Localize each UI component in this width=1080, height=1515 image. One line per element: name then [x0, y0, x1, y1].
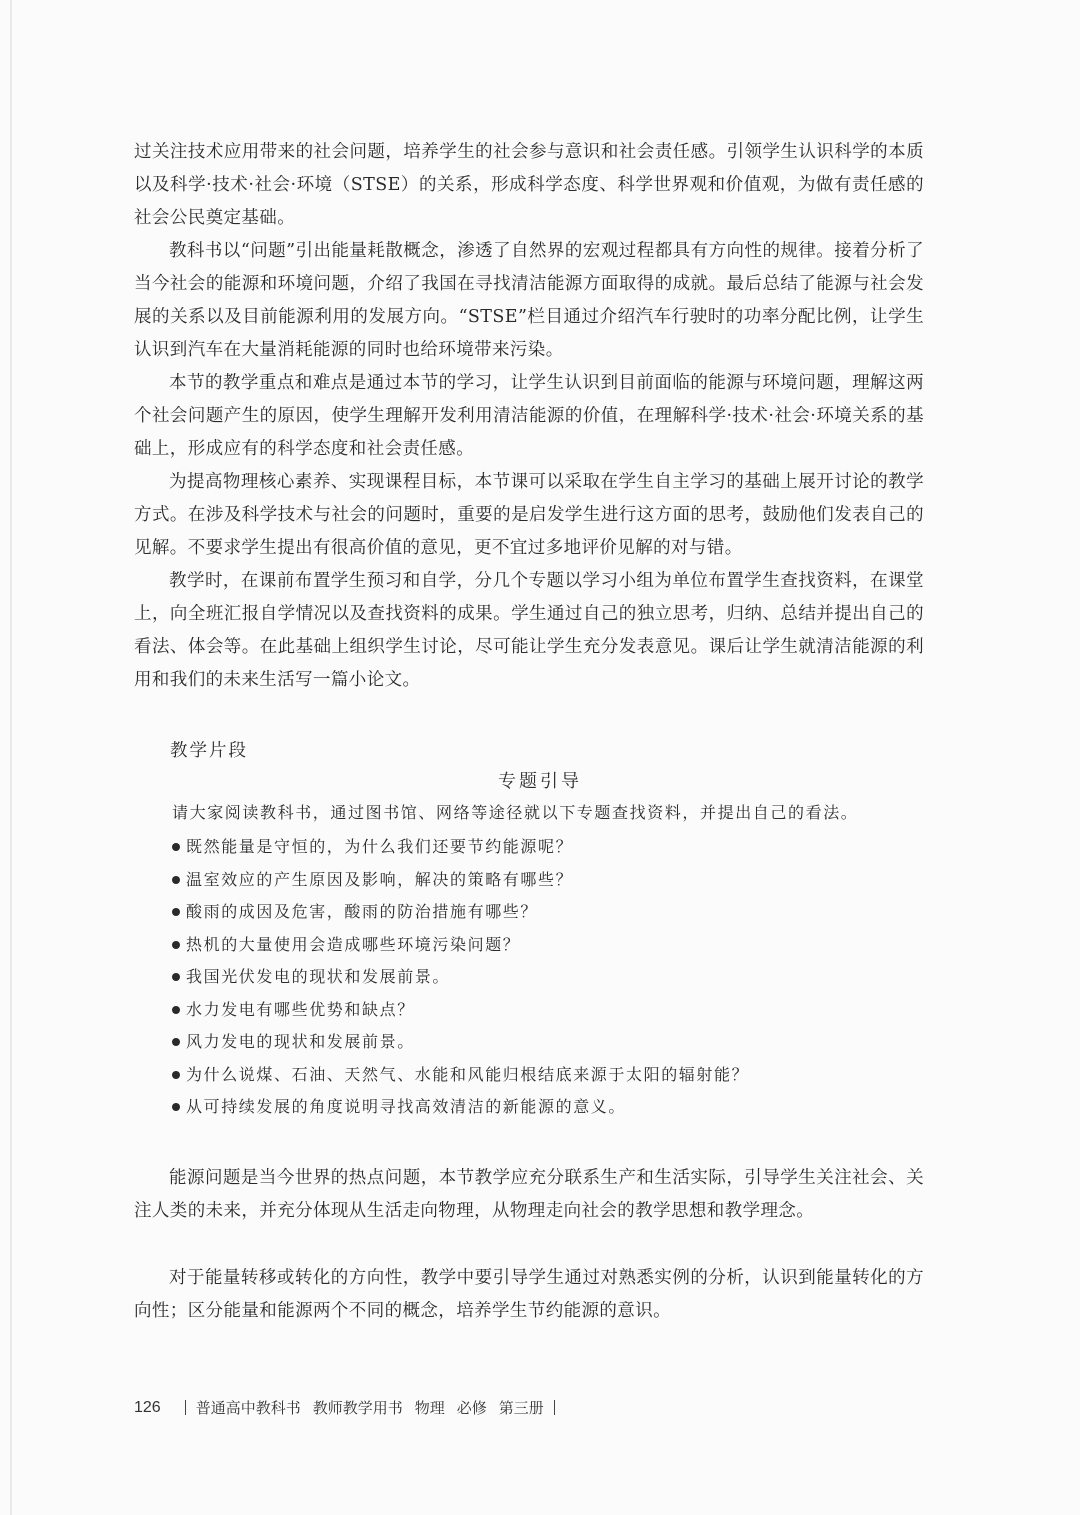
list-item: [172, 896, 749, 929]
list-item: [172, 929, 749, 962]
bullet-icon: [172, 973, 180, 981]
bullet-icon: [172, 941, 180, 949]
bullet-icon: [172, 908, 180, 916]
bullet-icon: [172, 1071, 180, 1079]
footer-divider: [554, 1400, 555, 1415]
bullet-icon: [172, 843, 180, 851]
page-footer: [134, 1397, 565, 1418]
bullet-icon: [172, 1038, 180, 1046]
list-item: [172, 994, 749, 1027]
list-item-text: 从可持续发展的角度说明寻找高效清洁的新能源的意义。: [186, 1097, 627, 1116]
list-item: [172, 961, 749, 994]
list-item-text: 水力发电有哪些优势和缺点？: [186, 999, 415, 1019]
list-item-text: 既然能量是守恒的，为什么我们还要节约能源呢？: [186, 837, 574, 856]
list-item-text: 温室效应的产生原因及影响，解决的策略有哪些？: [186, 869, 574, 889]
paragraph-stse-goal: 过关注技术应用带来的社会问题，培养学生的社会参与意识和社会责任感。引领学生认识科学的本质以及科学·技术·社会·环境（STSE）的关系，形成科学态度、科学世界观和价值观，为做有责任感的社会公民奠定基础。: [134, 142, 924, 228]
list-item-text: 为什么说煤、石油、天然气、水能和风能归根结底来源于太阳的辐射能？: [186, 1064, 750, 1084]
list-item: [172, 864, 749, 897]
footer-book: 教师教学用书: [312, 1400, 403, 1417]
list-item: [172, 1091, 749, 1124]
fragment-title: 专题引导: [498, 771, 582, 792]
list-item: [172, 1059, 749, 1092]
teaching-fragment-label: 教学片段: [170, 741, 248, 761]
paragraph-teaching-approach: 为提高物理核心素养、实现课程目标，本节课可以采取在学生自主学习的基础上展开讨论的教学方式。在涉及科学技术与社会的问题时，重要的是启发学生进行这方面的思考，鼓励他们发表自己的见解。不要求学生提出有很高价值的意见，更不宜过多地评价见解的对与错。: [134, 472, 924, 558]
paragraph-teaching-process: 教学时，在课前布置学生预习和自学，分几个专题以学习小组为单位布置学生查找资料，在课堂上，向全班汇报自学情况以及查找资料的成果。学生通过自己的独立思考，归纳、总结并提出自己的看法、体会等。在此基础上组织学生讨论，尽可能让学生充分发表意见。课后让学生就清洁能源的利用和我们的未来生活写一篇小论文。: [134, 571, 924, 690]
list-item-text: 酸雨的成因及危害，酸雨的防治措施有哪些？: [186, 902, 539, 921]
topic-list: [172, 831, 749, 1124]
bullet-icon: [172, 1006, 180, 1014]
list-item: [172, 831, 749, 864]
bullet-icon: [172, 1103, 180, 1111]
paragraph-energy-hotspot: 能源问题是当今世界的热点问题，本节教学应充分联系生产和生活实际，引导学生关注社会、关注人类的未来，并充分体现从生活走向物理，从物理走向社会的教学思想和教学理念。: [134, 1168, 924, 1221]
footer-series: 普通高中教科书: [195, 1400, 301, 1417]
paragraph-textbook-overview: 教科书以“问题”引出能量耗散概念，渗透了自然界的宏观过程都具有方向性的规律。接着分析了当今社会的能源和环境问题，介绍了我国在寻找清洁能源方面取得的成就。最后总结了能源与社会发展的关系以及目前能源利用的发展方向。“STSE”栏目通过介绍汽车行驶时的功率分配比例，让学生认识到汽车在大量消耗能源的同时也给环境带来污染。: [134, 241, 924, 360]
paragraph-energy-direction: 对于能量转移或转化的方向性，教学中要引导学生通过对熟悉实例的分析，认识到能量转化的方向性；区分能量和能源两个不同的概念，培养学生节约能源的意识。: [134, 1268, 924, 1321]
page-number: 126: [134, 1398, 161, 1416]
fragment-intro: 请大家阅读教科书，通过图书馆、网络等途径就以下专题查找资料，并提出自己的看法。: [172, 803, 859, 822]
list-item-text: 热机的大量使用会造成哪些环境污染问题？: [186, 934, 521, 954]
footer-divider: [185, 1400, 186, 1415]
bullet-icon: [172, 876, 180, 884]
page-edge-shadow: [10, 0, 12, 1515]
paragraph-key-difficulties: 本节的教学重点和难点是通过本节的学习，让学生认识到目前面临的能源与环境问题，理解这两个社会问题产生的原因，使学生理解开发利用清洁能源的价值，在理解科学·技术·社会·环境关系的基础上，形成应有的科学态度和社会责任感。: [134, 373, 924, 459]
list-item: [172, 1026, 749, 1059]
footer-subject: 物理: [414, 1400, 445, 1417]
list-item-text: 风力发电的现状和发展前景。: [186, 1032, 415, 1051]
footer-module: 必修: [456, 1400, 487, 1417]
footer-volume: 第三册: [498, 1400, 544, 1417]
list-item-text: 我国光伏发电的现状和发展前景。: [186, 967, 451, 986]
